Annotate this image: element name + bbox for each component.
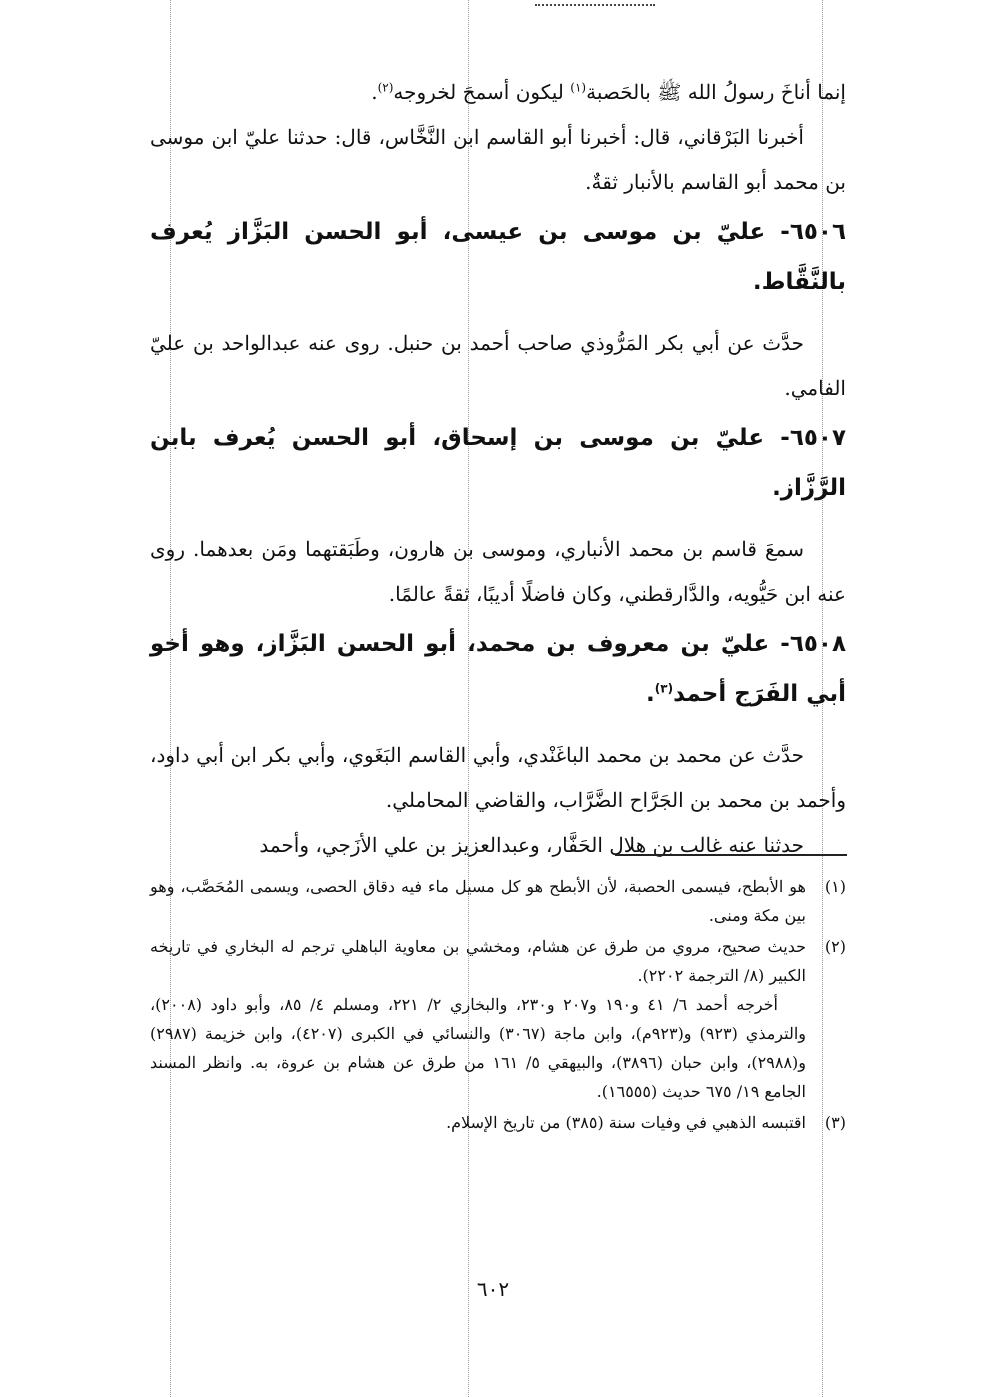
footnote-body: [150, 872, 806, 930]
footnote-1: [150, 872, 846, 930]
paragraph-text: ليكون أسمحَ لخروجه: [393, 80, 571, 104]
paragraph-entry-6508: حدَّث عن محمد بن محمد الباغَنْدي، وأبي القاسم البَغَوي، وأبي بكر ابن أبي داود، وأحمد بن محمد بن الجَرَّاح الضَّرَّاب، والقاضي المحاملي.: [150, 743, 846, 812]
footnote-text: أخرجه أحمد ٦/ ٤١ و١٩٠ و٢٠٧ و٢٣٠، والبخاري ٢/ ٢٢١، ومسلم ٤/ ٨٥، وأبو داود (٢٠٠٨)، والترمذي (٩٢٣) و(٩٢٣م)، وابن ماجة (٣٠٦٧) والنسائي في الكبرى (٤٢٠٧)، وابن خزيمة (٢٩٨٧) و(٢٩٨٨)، وابن حبان (٣٨٩٦)، والبيهقي ٥/ ١٦١ من طرق عن هشام بن عروة، به. وانظر المسند الجامع ١٩/ ٦٧٥ حديث (١٦٥٥٥).: [150, 995, 807, 1101]
paragraph-entry-6508-narrators: حدثنا عنه غالب بن هلال الحَفَّار، وعبدالعزيز بن علي الأزَجي، وأحمد: [259, 833, 804, 857]
footnote-number: (٢): [824, 937, 846, 956]
paragraph-hadith-text: [150, 70, 846, 115]
paragraph-text: .: [371, 80, 378, 104]
paragraph-entry-6507: سمعَ قاسم بن محمد الأنباري، وموسى بن هارون، وطَبَقتهما ومَن بعدهما. روى عنه ابن حَيُّويه، والدَّارقطني، وكان فاضلًا أديبًا، ثقةً عالمًا.: [150, 537, 846, 606]
header-dotted-rule: [535, 4, 655, 6]
footnote-ref: (٢): [377, 80, 394, 95]
page-number: ٦٠٢: [476, 1277, 510, 1301]
paragraph-entry-6506: حدَّث عن أبي بكر المَرُّوذي صاحب أحمد بن حنبل. روى عنه عبدالواحد بن عليّ الفامي.: [150, 331, 846, 400]
main-text: [150, 70, 846, 868]
footnote-body: [150, 1108, 806, 1137]
footnote-2: [150, 932, 846, 1106]
footnote-separator: [615, 854, 847, 856]
paragraph-text: إنما أناخَ رسولُ الله ﷺ بالحَصبة: [586, 80, 846, 104]
footnote-number: (١): [824, 877, 846, 896]
footnote-body: [150, 932, 806, 1106]
footnote-ref: (١): [570, 80, 587, 95]
footnote-number: (٣): [824, 1113, 846, 1132]
footnote-3: [150, 1108, 846, 1137]
footnotes: [150, 872, 846, 1139]
paragraph-isnad: أخبرنا البَرْقاني، قال: أخبرنا أبو القاسم ابن النَّخَّاس، قال: حدثنا عليّ ابن موسى بن محمد أبو القاسم بالأنبار ثقةٌ.: [150, 125, 846, 194]
entry-heading-6507: ٦٥٠٧- عليّ بن موسى بن إسحاق، أبو الحسن يُعرف بابن الرَّزَّاز.: [150, 425, 846, 501]
footnote-text: حديث صحيح، مروي من طرق عن هشام، ومخشي بن معاوية الباهلي ترجم له البخاري في تاريخه الكبير (٨/ الترجمة ٢٢٠٢).: [150, 937, 807, 985]
entry-heading-6508: [150, 619, 846, 719]
footnote-ref: (٣): [654, 681, 674, 696]
entry-heading-6506: ٦٥٠٦- عليّ بن موسى بن عيسى، أبو الحسن البَزَّاز يُعرف بالنَّقَّاط.: [150, 219, 846, 295]
footnote-text: هو الأبطح، فيسمى الحصبة، لأن الأبطح هو كل مسيل ماء فيه دقاق الحصى، ويسمى المُحَصَّب، وهو بين مكة ومنى.: [150, 877, 806, 925]
footnote-text: اقتبسه الذهبي في وفيات سنة (٣٨٥) من تاريخ الإسلام.: [446, 1113, 806, 1132]
entry-heading-text: .: [646, 681, 655, 707]
entry-heading-text: ٦٥٠٨- عليّ بن معروف بن محمد، أبو الحسن البَزَّاز، وهو أخو أبي الفَرَج أحمد: [150, 631, 846, 707]
